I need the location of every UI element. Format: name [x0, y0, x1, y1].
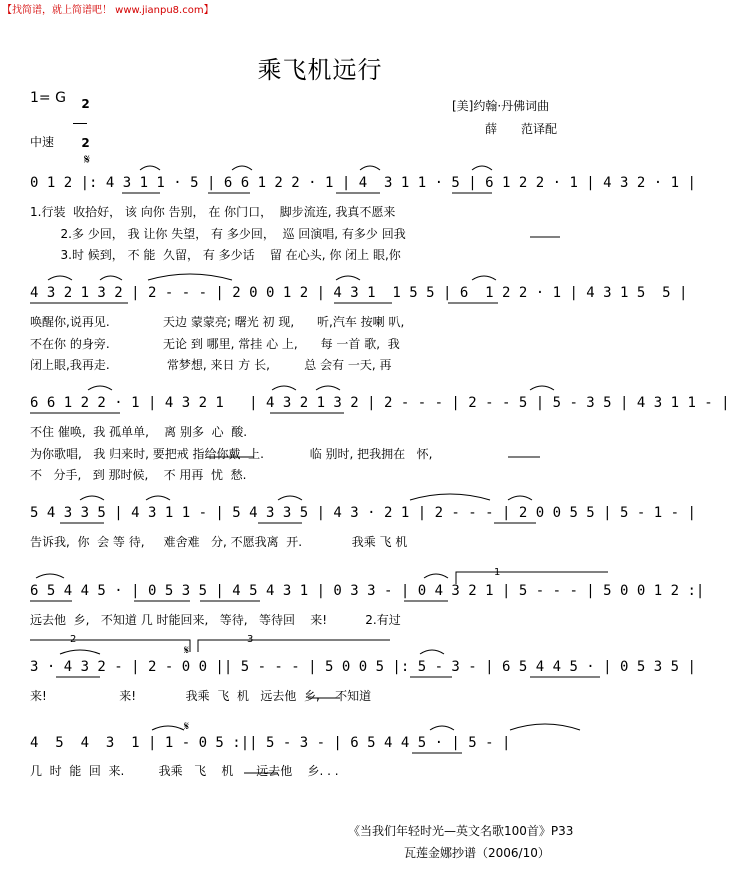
slur-mark — [148, 274, 232, 280]
song-title: 乘飞机远行 — [257, 56, 383, 84]
volta-1-label: 1 — [494, 567, 501, 578]
slur-mark — [140, 166, 160, 170]
slur-mark — [272, 386, 296, 390]
volta-2-label: 2 — [70, 634, 77, 645]
lyric-line-6: 来! 来! 我乘 飞 机 远去他 乡, 不知道 — [30, 689, 372, 703]
lyric-line-2-verse-2: 不在你 的身旁. 无论 到 哪里, 常挂 心 上, 每 一首 歌, 我 — [30, 337, 400, 351]
lyric-line-4: 告诉我, 你 会 等 待, 难舍难 分, 不愿我离 开. 我乘 飞 机 — [30, 535, 408, 549]
tempo-marking: 中速 — [30, 135, 55, 149]
segno-icon: 𝄋 — [84, 152, 91, 168]
slur-mark — [410, 494, 490, 500]
lyric-line-3-verse-2: 为你歌唱, 我 归来时, 要把戒 指给你戴 上. 临 别时, 把我拥在 怀, — [30, 447, 433, 461]
segno-icon-2: 𝄋 — [184, 643, 190, 657]
volta-3-label: 3 — [247, 634, 254, 645]
lyric-line-2-verse-1: 唤醒你,说再见. 天边 蒙蒙亮; 曙光 初 现, 听,汽车 按喇 叭, — [30, 315, 405, 329]
slur-mark — [316, 386, 340, 390]
slur-mark — [472, 276, 496, 280]
key-signature: 1= G — [30, 90, 66, 106]
slur-mark — [472, 166, 492, 170]
slur-mark — [430, 726, 454, 730]
notation-line-5: 6 5 4 4 5 · | 0 5 3 5 | 4 5 4 3 1 | 0 3 3 - | 0 4 3 2 1 | 5 - - - | 5 0 0 1 2 :| — [30, 583, 705, 599]
slur-mark — [48, 276, 72, 280]
slur-mark — [424, 574, 448, 578]
slur-mark — [510, 724, 580, 730]
slur-mark — [100, 276, 122, 280]
slur-mark — [360, 166, 380, 170]
site-banner: 【找简谱，就上简谱吧！ www.jianpu8.com】 — [2, 5, 214, 16]
slur-mark — [152, 726, 184, 730]
meter-bottom: 2 — [81, 136, 90, 150]
lyric-line-1-verse-2: 2.多 少回， 我 让你 失望， 有 多少回， 巡 回演唱, 有多少 回我 — [30, 227, 406, 241]
notation-line-7: 4 5 4 3 1 | 1 - 0 5 :|| 5 - 3 - | 6 5 4 4 5 · | 5 - | — [30, 735, 511, 751]
slur-mark — [336, 276, 360, 280]
volta-bracket — [198, 640, 390, 652]
composer-credit: [美]约翰·丹佛词曲 — [452, 99, 550, 113]
source-book: 《当我们年轻时光—英文名歌100首》P33 — [348, 824, 574, 838]
notation-line-1: 0 1 2 |: 4 3 1 1 · 5 | 6 6 1 2 2 · 1 | 4 3 1 1 · 5 | 6 1 2 2 · 1 | 4 3 2 · 1 | — [30, 175, 696, 191]
lyric-line-2-verse-3: 闭上眼,我再走. 常梦想, 来日 方 长, 总 会有 一天, 再 — [30, 358, 392, 372]
slur-mark — [146, 496, 170, 500]
slur-mark — [420, 650, 444, 654]
notation-line-6: 3 · 4 3 2 - | 2 - 0 0 || 5 - - - | 5 0 0 5 |: 5 - 3 - | 6 5 4 4 5 · | 0 5 3 5 | — [30, 659, 696, 675]
slur-mark — [508, 496, 532, 500]
source-transcriber: 瓦莲金娜抄谱（2006/10） — [404, 846, 550, 860]
slur-mark — [530, 386, 554, 390]
segno-icon-3: 𝄋 — [184, 719, 190, 733]
notation-line-4: 5 4 3 3 5 | 4 3 1 1 - | 5 4 3 3 5 | 4 3 · 2 1 | 2 - - - | 2 0 0 5 5 | 5 - 1 - | — [30, 505, 696, 521]
lyric-line-1-verse-1: 1.行装 收拾好， 该 向你 告别， 在 你门口， 脚步流连, 我真不愿来 — [30, 205, 396, 219]
notation-line-2: 4 3 2 1 3 2 | 2 - - - | 2 0 0 1 2 | 4 3 1 1 5 5 | 6 1 2 2 · 1 | 4 3 1 5 5 | — [30, 285, 688, 301]
slur-mark — [60, 650, 100, 654]
slur-mark — [88, 386, 112, 390]
slur-mark — [232, 166, 252, 170]
lyric-line-7: 几 时 能 回 来. 我乘 飞 机 远去他 乡. . . — [30, 764, 339, 778]
lyric-line-5: 远去他 乡, 不知道 几 时能回来, 等待, 等待回 来! 2.有过 — [30, 613, 401, 627]
lyric-line-3-verse-3: 不 分手, 到 那时候, 不 用再 忧 愁. — [30, 468, 247, 482]
lyric-line-1-verse-3: 3.时 候到， 不 能 久留， 有 多少话 留 在心头, 你 闭上 眼,你 — [30, 248, 401, 262]
meter-top: 2 — [81, 97, 90, 111]
volta-bracket — [456, 572, 608, 584]
volta-bracket — [30, 640, 190, 652]
slur-mark — [80, 496, 104, 500]
slur-mark — [36, 574, 64, 578]
notation-line-3: 6 6 1 2 2 · 1 | 4 3 2 1 | 4 3 2 1 3 2 | 2 - - - | 2 - - 5 | 5 - 3 5 | 4 3 1 1 - | — [30, 395, 730, 411]
slur-mark — [278, 496, 302, 500]
lyric-line-3-verse-1: 不住 催唤, 我 孤单单, 离 别多 心 酸. — [30, 425, 248, 439]
translator-credit: 薛 范译配 — [485, 122, 558, 136]
